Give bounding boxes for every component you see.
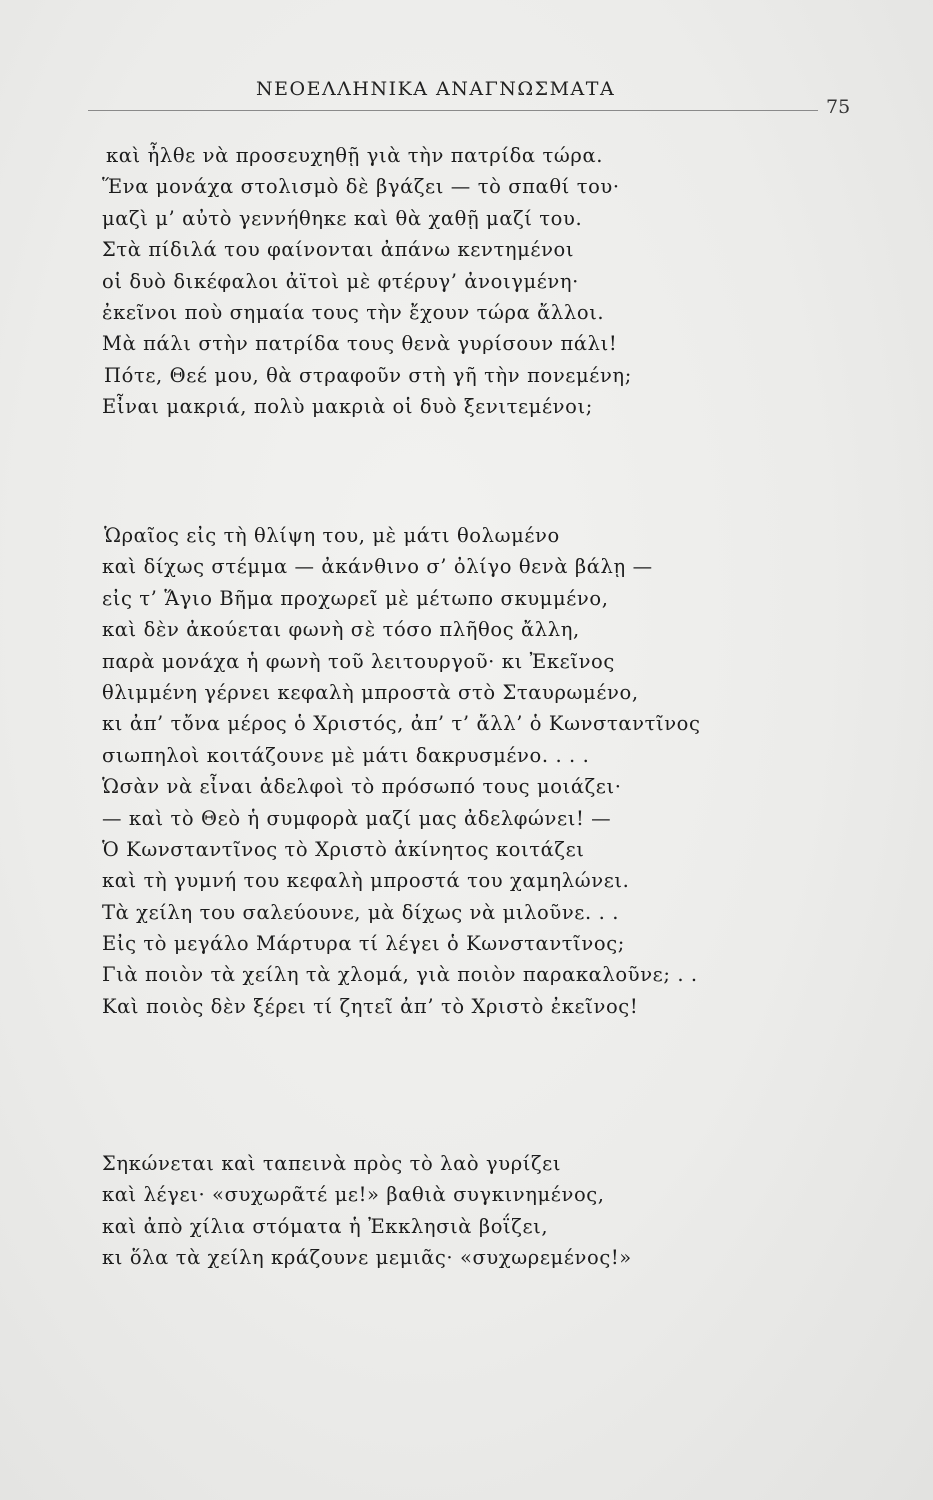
stanza-1 <box>102 140 922 423</box>
verse-line: Γιὰ ποιὸν τὰ χείλη τὰ χλομά, γιὰ ποιὸν παρακαλοῦνε; . . <box>102 963 698 987</box>
page-header <box>88 72 918 118</box>
stanza-2 <box>102 520 922 1022</box>
verse-line: παρὰ μονάχα ἡ φωνὴ τοῦ λειτουργοῦ· κι Ἐκεῖνος <box>102 649 615 673</box>
verse-line: Εἰς τὸ μεγάλο Μάρτυρα τί λέγει ὁ Κωνσταντῖνος; <box>102 932 625 956</box>
verse-line: Ὡραῖος εἰς τὴ θλίψη του, μὲ μάτι θολωμένο <box>104 524 560 547</box>
verse-line: θλιμμένη γέρνει κεφαλὴ μπροστὰ στὸ Σταυρωμένο, <box>102 680 639 704</box>
verse-line: καὶ δὲν ἀκούεται φωνὴ σὲ τόσο πλῆθος ἄλλη, <box>102 618 580 642</box>
verse-line: Ὡσὰν νὰ εἶναι ἀδελφοὶ τὸ πρόσωπό τους μοιάζει· <box>102 775 622 799</box>
verse-line: Μὰ πάλι στὴν πατρίδα τους θενὰ γυρίσουν πάλι! <box>102 332 618 356</box>
verse-line: Τὰ χείλη του σαλεύουνε, μὰ δίχως νὰ μιλοῦνε. . . <box>102 900 620 924</box>
verse-line: Ἕνα μονάχα στολισμὸ δὲ βγάζει — τὸ σπαθί του· <box>102 175 620 199</box>
verse-line: καὶ λέγει· «συχωρᾶτέ με!» βαθιὰ συγκινημένος, <box>102 1183 605 1207</box>
verse-line: Καὶ ποιὸς δὲν ξέρει τί ζητεῖ ἀπ’ τὸ Χριστὸ ἐκεῖνος! <box>102 994 639 1018</box>
verse-line: Ὁ Κωνσταντῖνος τὸ Χριστὸ ἀκίνητος κοιτάζει <box>102 837 585 861</box>
header-rule <box>88 110 818 111</box>
verse-line: — καὶ τὸ Θεὸ ἡ συμφορὰ μαζί μας ἀδελφώνει! — <box>102 806 612 830</box>
verse-line: σιωπηλοὶ κοιτάζουνε μὲ μάτι δακρυσμένο. . . . <box>102 743 590 767</box>
verse-line: Στὰ πίδιλά του φαίνονται ἀπάνω κεντημένοι <box>102 238 575 262</box>
verse-line: μαζὶ μ’ αὐτὸ γεννήθηκε καὶ θὰ χαθῇ μαζί του. <box>102 206 583 230</box>
verse-line: ἐκεῖνοι ποὺ σημαία τους τὴν ἔχουν τώρα ἄλλοι. <box>102 300 605 324</box>
verse-line: καὶ τὴ γυμνή του κεφαλὴ μπροστά του χαμηλώνει. <box>102 869 630 893</box>
verse-line: καὶ δίχως στέμμα — ἀκάνθινο σ’ ὀλίγο θενὰ βάλῃ — <box>102 555 653 579</box>
verse-line: Πότε, Θεέ μου, θὰ στραφοῦν στὴ γῆ τὴν πονεμένη; <box>104 363 632 387</box>
verse-line: Σηκώνεται καὶ ταπεινὰ πρὸς τὸ λαὸ γυρίζει <box>102 1152 562 1175</box>
verse-line: καὶ ἦλθε νὰ προσευχηθῇ γιὰ τὴν πατρίδα τώρα. <box>106 144 604 167</box>
verse-line: εἰς τ’ Ἅγιο Βῆμα προχωρεῖ μὲ μέτωπο σκυμμένο, <box>102 586 609 610</box>
verse-line: οἱ δυὸ δικέφαλοι ἀϊτοὶ μὲ φτέρυγ’ ἀνοιγμένη· <box>102 269 579 293</box>
running-title: ΝΕΟΕΛΛΗΝΙΚΑ ΑΝΑΓΝΩΣΜΑΤΑ <box>256 78 616 100</box>
verse-line: κι ὅλα τὰ χείλη κράζουνε μεμιᾶς· «συχωρεμένος!» <box>102 1246 632 1270</box>
page-number: 75 <box>826 96 851 118</box>
verse-line: Εἶναι μακριά, πολὺ μακριὰ οἱ δυὸ ξενιτεμένοι; <box>102 395 593 419</box>
verse-line: καὶ ἀπὸ χίλια στόματα ἡ Ἐκκλησιὰ βοΐζει, <box>102 1214 549 1238</box>
stanza-3 <box>102 1148 922 1274</box>
verse-line: κι ἀπ’ τὄνα μέρος ὁ Χριστός, ἀπ’ τ’ ἄλλ’ ὁ Κωνσταντῖνος <box>102 712 701 736</box>
